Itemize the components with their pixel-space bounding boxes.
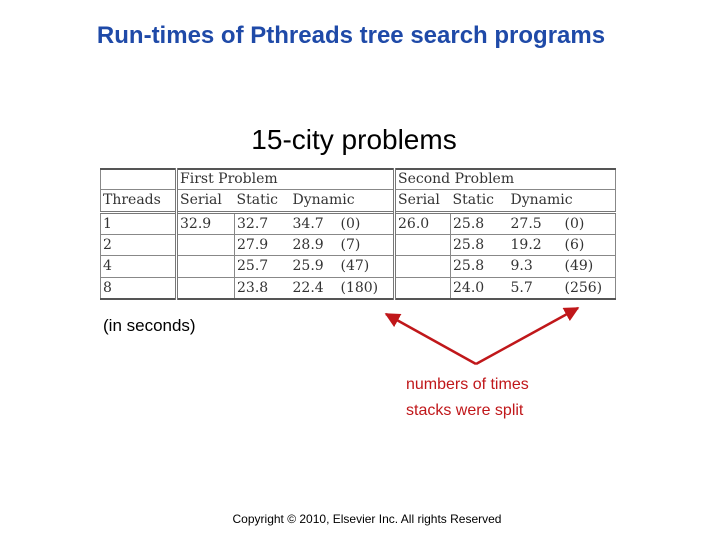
cell-p1-static: 25.7 (237, 258, 269, 275)
header-p1-dynamic: Dynamic (291, 190, 395, 212)
annotation-line-2: stacks were split (406, 402, 524, 419)
copyright-footer: Copyright © 2010, Elsevier Inc. All rights Reserved (232, 512, 502, 526)
cell-p2-dynamic: 9.3 (510, 258, 533, 275)
cell-p2-static: 24.0 (453, 279, 485, 296)
slide-title: Run-times of Pthreads tree search programs (96, 22, 606, 49)
cell-p2-serial: 26.0 (395, 212, 451, 234)
cell-p1-serial: 32.9 (177, 212, 235, 234)
cell-p2-splits: (6) (564, 237, 585, 254)
cell-p2-static: 25.8 (453, 237, 485, 254)
cell-p1-static: 27.9 (237, 237, 269, 254)
header-p1-serial: Serial (180, 192, 222, 209)
cell-p2-splits: (0) (564, 215, 585, 232)
cell-p1-dynamic: 22.4 (292, 279, 324, 296)
arrow-to-first-problem (386, 314, 476, 364)
cell-p1-splits: (47) (339, 256, 395, 277)
arrow-to-second-problem (476, 308, 578, 364)
cell-p2-static: 25.8 (453, 258, 485, 275)
cell-p1-static: 23.8 (237, 279, 269, 296)
units-note: (in seconds) (103, 316, 196, 335)
cell-threads: 2 (101, 235, 177, 256)
header-threads: Threads (101, 190, 177, 212)
cell-p2-dynamic: 19.2 (510, 237, 542, 254)
cell-p1-dynamic: 28.9 (292, 237, 324, 254)
cell-p1-dynamic: 25.9 (292, 258, 324, 275)
cell-p2-static: 25.8 (453, 215, 485, 232)
cell-threads: 1 (101, 212, 177, 234)
header-p2-static: Static (452, 192, 495, 209)
cell-p1-dynamic: 34.7 (292, 215, 324, 232)
cell-p2-splits: (256) (564, 279, 603, 296)
header-p2-dynamic: Dynamic (510, 192, 573, 209)
cell-p1-splits: (0) (339, 212, 395, 234)
slide-subtitle: 15-city problems (251, 124, 457, 155)
cell-p1-splits: (7) (339, 235, 395, 256)
cell-p1-splits: (180) (339, 277, 395, 299)
group-header-second-problem: Second Problem (398, 171, 515, 188)
split-count-annotation (406, 372, 529, 424)
header-p2-serial: Serial (398, 192, 440, 209)
annotation-line-1: numbers of times (406, 376, 529, 393)
cell-p2-splits: (49) (564, 258, 594, 275)
group-header-first-problem: First Problem (177, 169, 395, 190)
cell-p2-dynamic: 5.7 (510, 279, 533, 296)
cell-p2-dynamic: 27.5 (510, 215, 542, 232)
header-p1-static: Static (236, 192, 279, 209)
cell-p1-static: 32.7 (237, 215, 269, 232)
cell-threads: 4 (101, 256, 177, 277)
cell-threads: 8 (101, 277, 177, 299)
